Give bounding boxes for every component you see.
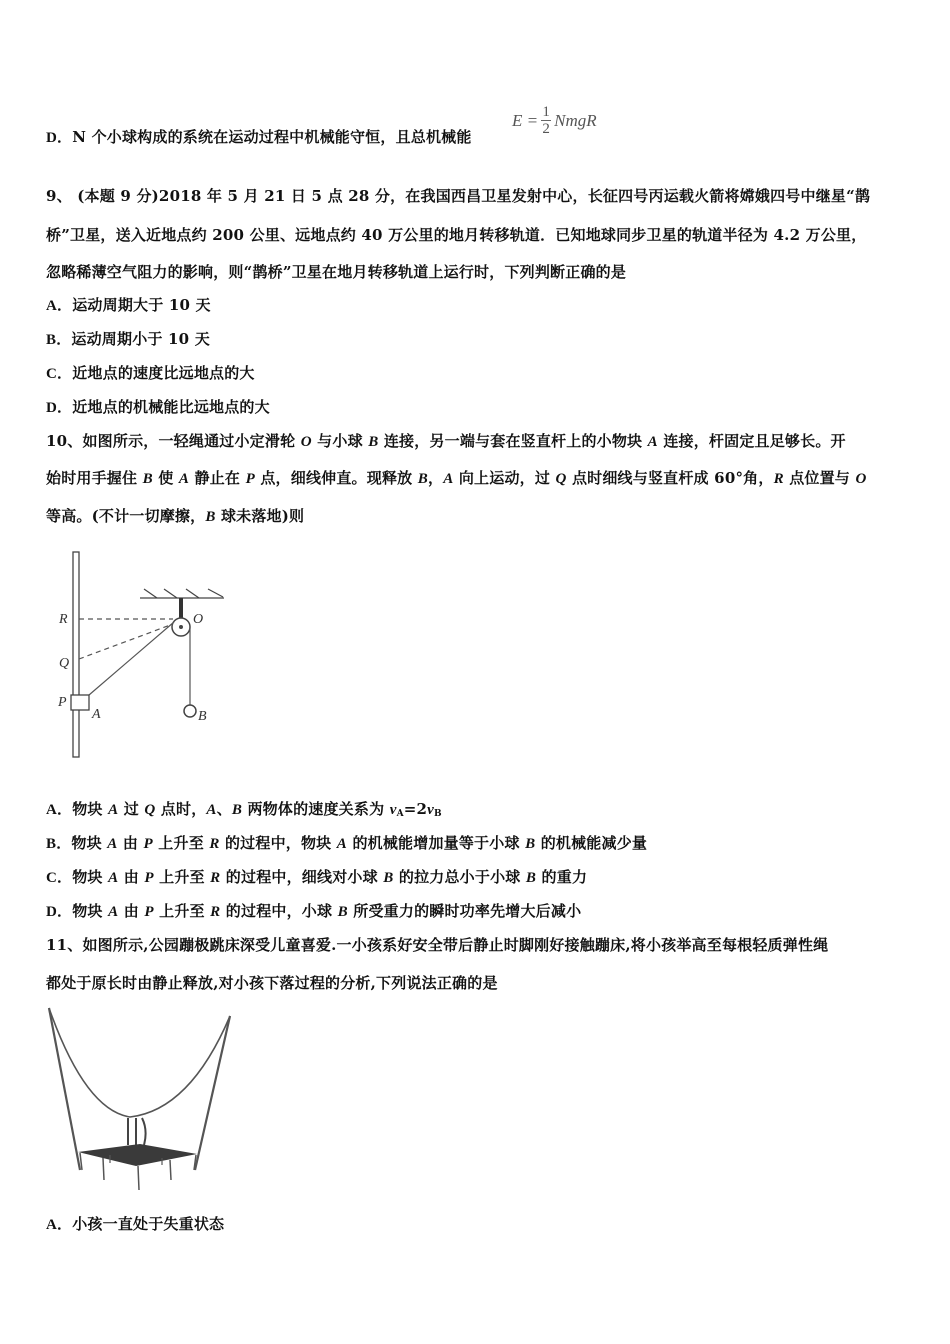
right-pole: [195, 1016, 230, 1170]
q9-option-c: [46, 363, 255, 384]
q9-option-d: [46, 397, 270, 418]
option-text: 运动周期大于 10 天: [72, 296, 211, 314]
q10-option-d: D．物块 A 由 P 上升至 R 的过程中，小球 B 所受重力的瞬时功率先增大后减小: [46, 902, 582, 920]
left-pole: [49, 1008, 80, 1170]
label-A: A: [92, 707, 101, 722]
trampoline-bed: [78, 1144, 197, 1166]
q10-stem-line-3: 等高。(不计一切摩擦，B 球未落地)则: [46, 507, 305, 525]
vertical-rod: [73, 552, 79, 757]
q8-option-d: [46, 127, 472, 148]
q10-option-a: A．物块 A 过 Q 点时，A、B 两物体的速度关系为 $v_A=2v_B$: [46, 800, 442, 819]
q9-stem-line-2: 桥”卫星，送入近地点约 200 公里、远地点约 40 万公里的地月转移轨道．已知地球同步卫星的轨道半径为 4.2 万公里，: [46, 226, 867, 244]
bungee-rope: [49, 1008, 230, 1117]
bungee-trampoline-diagram: [40, 1000, 260, 1200]
option-letter: D．: [46, 400, 73, 416]
option-text: 运动周期小于 10 天: [71, 330, 210, 348]
option-letter: C．: [46, 366, 73, 382]
option-text: 近地点的速度比远地点的大: [72, 364, 255, 382]
label-Q: Q: [59, 656, 70, 671]
label-O: O: [193, 612, 204, 627]
option-letter: B．: [46, 332, 72, 348]
option-text: 小孩一直处于失重状态: [72, 1215, 225, 1233]
q10-option-b: B．物块 A 由 P 上升至 R 的过程中，物块 A 的机械能增加量等于小球 B 的机械能减少量: [46, 834, 648, 852]
label-P: P: [58, 695, 67, 710]
q9-option-b: [46, 329, 210, 350]
formula-rhs: NmgR: [554, 110, 597, 130]
option-letter: A．: [46, 1217, 73, 1233]
q11-stem-line-2: 都处于原长时由静止释放,对小孩下落过程的分析,下列说法正确的是: [46, 974, 498, 992]
q11-stem-line-1: 11、如图所示,公园蹦极跳床深受儿童喜爱.一小孩系好安全带后静止时脚刚好接触蹦床,将小孩举高至每根轻质弹性绳: [46, 936, 829, 954]
dashed-line-Q: [79, 624, 173, 659]
formula-lhs: E =: [512, 110, 539, 130]
q11-option-a: [46, 1214, 224, 1235]
label-B: B: [198, 709, 207, 724]
fraction-denominator: 2: [542, 121, 550, 137]
energy-formula: [512, 104, 597, 137]
q9-stem-line-1: 9、 (本题 9 分)2018 年 5 月 21 日 5 点 28 分，在我国西昌卫星发射中心，长征四号丙运载火箭将嫦娥四号中继星“鹊: [46, 187, 871, 205]
block-A: [71, 695, 89, 710]
pulley-diagram: [40, 540, 260, 770]
q10-stem-line-2: 始时用手握住 B 使 A 静止在 P 点，细线伸直。现释放 B，A 向上运动，过 Q 点时细线与竖直杆成 60°角，R 点位置与 O: [46, 469, 867, 487]
ball-B: [184, 705, 196, 717]
rope-A: [89, 622, 174, 695]
q9-stem-line-3: 忽略稀薄空气阻力的影响，则“鹊桥”卫星在地月转移轨道上运行时，下列判断正确的是: [46, 263, 627, 281]
option-letter: D．: [46, 130, 73, 146]
option-text: N 个小球构成的系统在运动过程中机械能守恒，且总机械能: [72, 128, 472, 146]
fraction-numerator: 1: [542, 104, 550, 120]
q9-option-a: [46, 295, 211, 316]
option-letter: A．: [46, 298, 73, 314]
label-R: R: [59, 612, 68, 627]
fraction-half: [541, 104, 551, 137]
option-text: 近地点的机械能比远地点的大: [72, 398, 270, 416]
q10-stem-line-1: 10、如图所示，一轻绳通过小定滑轮 O 与小球 B 连接，另一端与套在竖直杆上的小物块 A 连接，杆固定且足够长。开: [46, 432, 846, 450]
q10-option-c: C．物块 A 由 P 上升至 R 的过程中，细线对小球 B 的拉力总小于小球 B 的重力: [46, 868, 588, 886]
